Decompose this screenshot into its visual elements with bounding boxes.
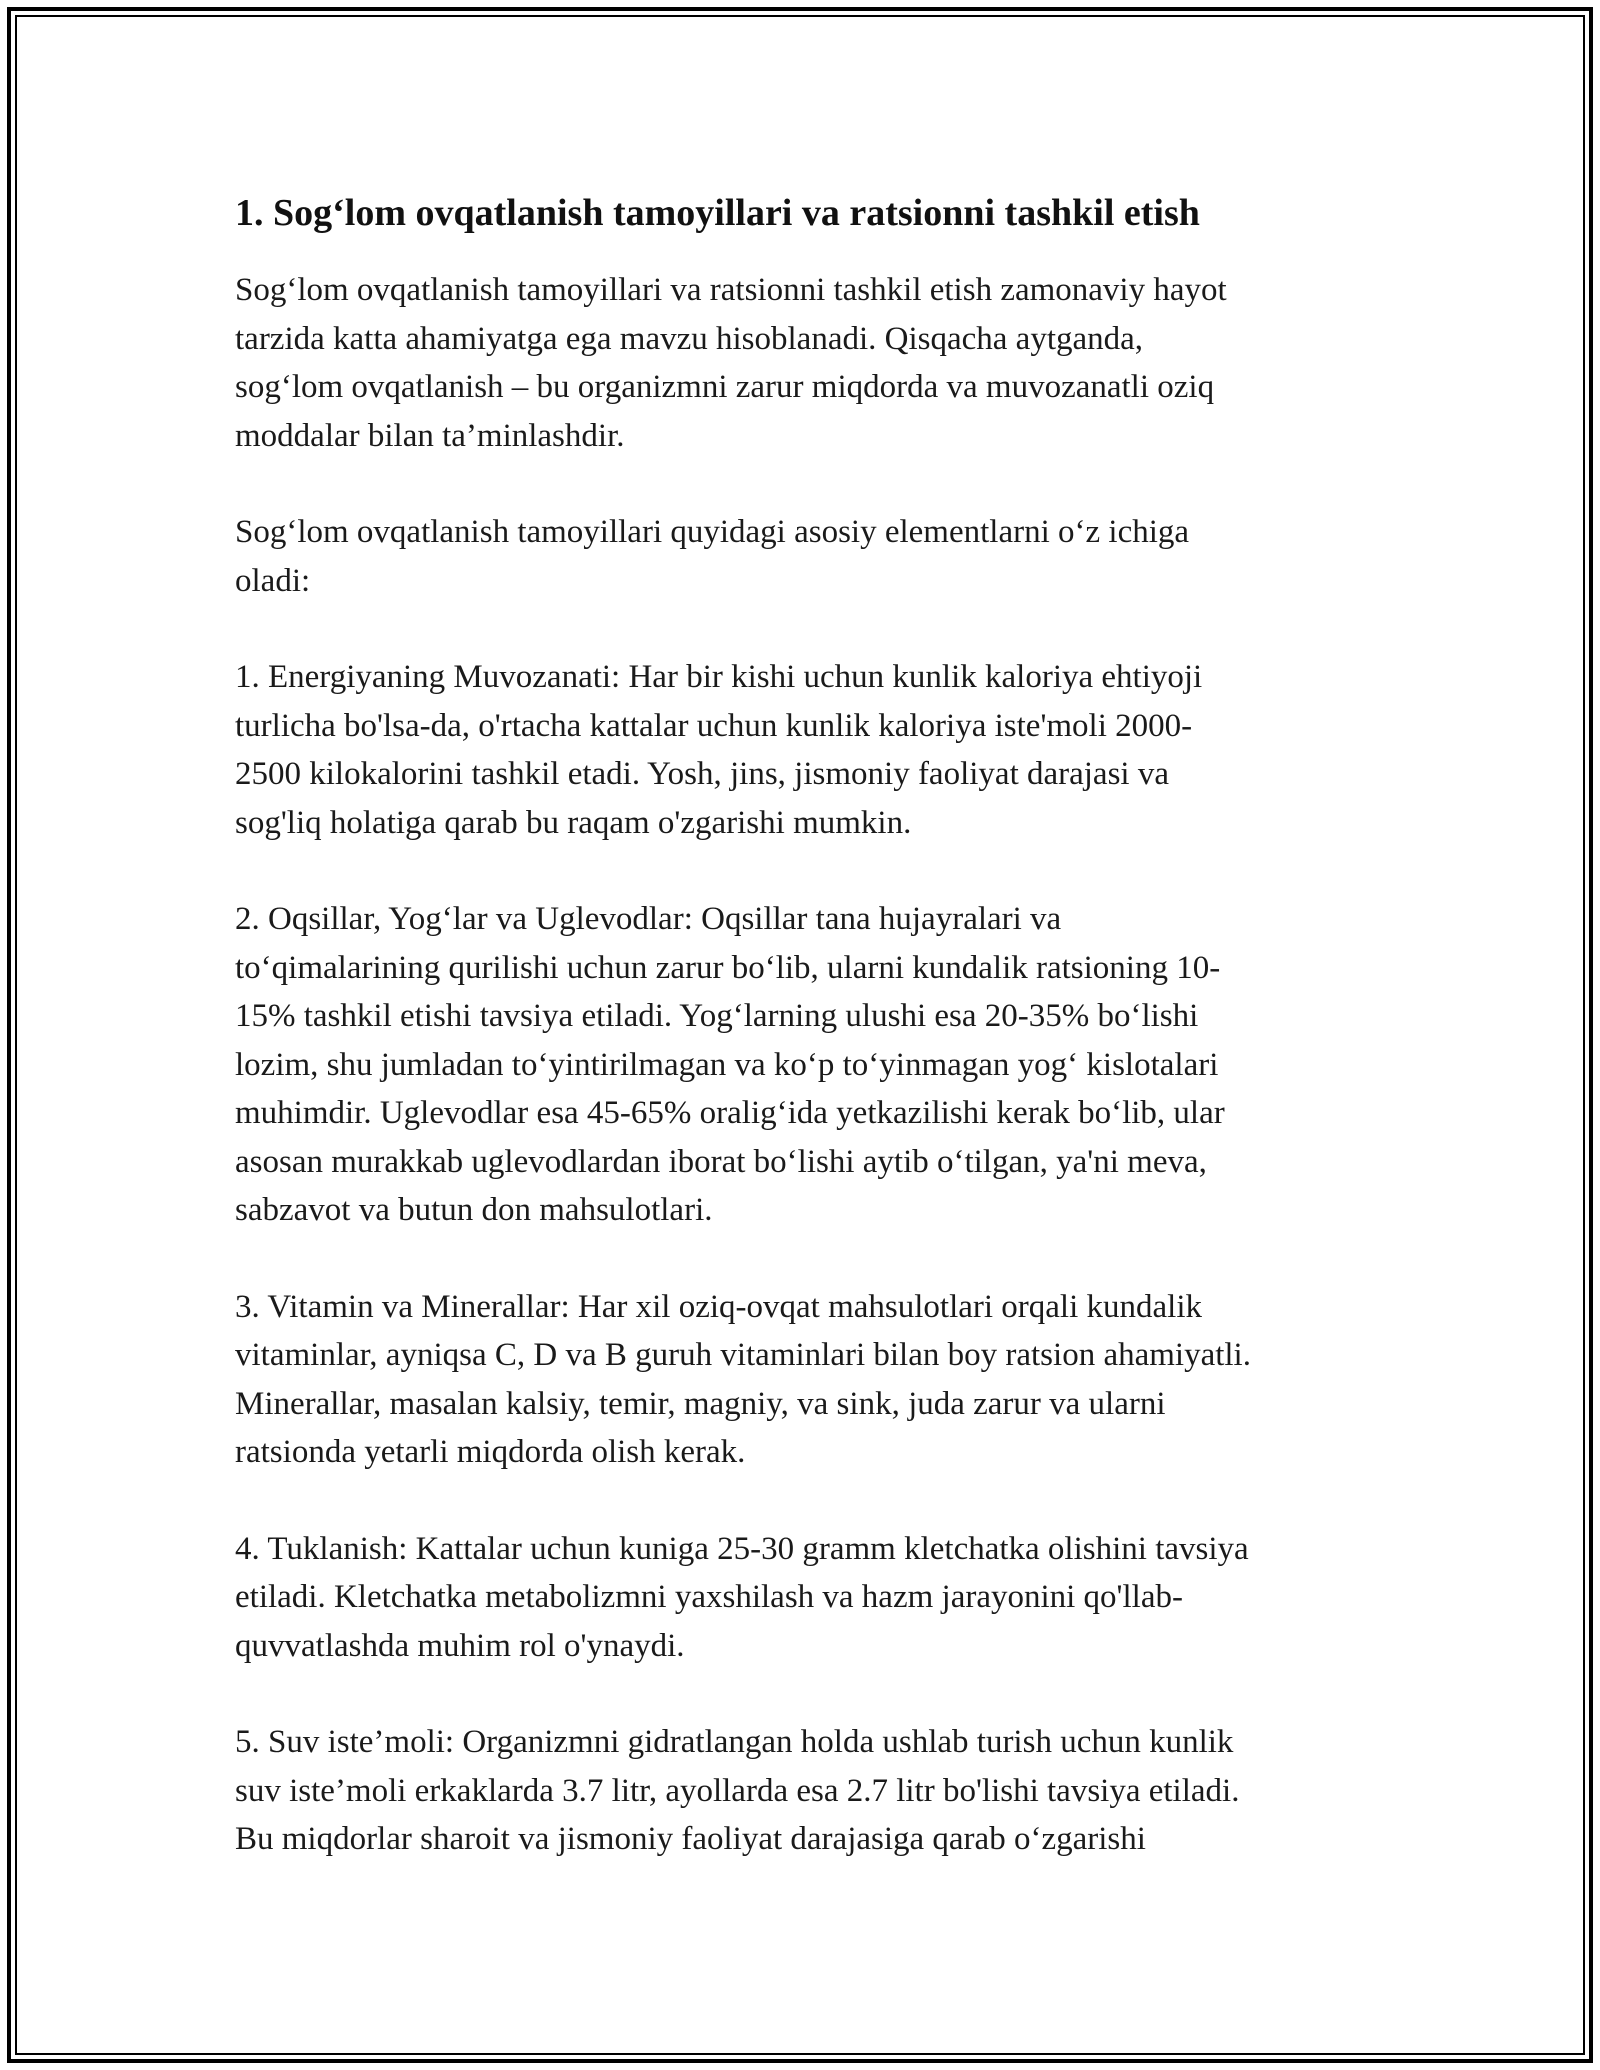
- document-body: [235, 186, 1385, 1912]
- paragraph-principles-lead: Sog‘lom ovqatlanish tamoyillari quyidagi asosiy elementlarni o‘z ichiga oladi:: [235, 514, 1190, 599]
- paragraph-energy-balance: 1. Energiyaning Muvozanati: Har bir kishi uchun kunlik kaloriya ehtiyoji turlicha bo'lsa-da, o'rtacha kattalar uchun kunlik kaloriya iste'moli 2000- 2500 kilokalorini tashkil etadi. Yosh, jins, jismoniy faoliyat darajasi va sog'liq holatiga qarab bu raqam o'zgarishi mumkin.: [235, 659, 1203, 841]
- paragraph-macronutrients: 2. Oqsillar, Yog‘lar va Uglevodlar: Oqsillar tana hujayralari va to‘qimalarining qurilishi uchun zarur bo‘lib, ularni kundalik ratsioning 10- 15% tashkil etishi tavsiya etiladi. Yog‘larning ulushi esa 20-35% bo‘lishi lozim, shu jumladan to‘yintirilmagan va ko‘p to‘yinmagan yog‘ kislotalari muhimdir. Uglevodlar esa 45-65% oralig‘ida yetkazilishi kerak bo‘lib, ular asosan murakkab uglevodlardan iborat bo‘lishi aytib o‘tilgan, ya'ni meva, sabzavot va butun don mahsulotlari.: [235, 901, 1225, 1228]
- paragraph-intro: Sog‘lom ovqatlanish tamoyillari va ratsionni tashkil etish zamonaviy hayot tarzida katta ahamiyatga ega mavzu hisoblanadi. Qisqacha aytganda, sog‘lom ovqatlanish – bu organizmni zarur miqdorda va muvozanatli oziq moddalar bilan ta’minlashdir.: [235, 272, 1227, 454]
- paragraph-vitamins-minerals: 3. Vitamin va Minerallar: Har xil oziq-ovqat mahsulotlari orqali kundalik vitaminlar, ayniqsa C, D va B guruh vitaminlari bilan boy ratsion ahamiyatli. Minerallar, masalan kalsiy, temir, magniy, va sink, juda zarur va ularni ratsionda yetarli miqdorda olish kerak.: [235, 1288, 1251, 1470]
- document-title: 1. Sog‘lom ovqatlanish tamoyillari va ratsionni tashkil etish: [235, 192, 1200, 234]
- paragraph-water-intake: 5. Suv iste’moli: Organizmni gidratlangan holda ushlab turish uchun kunlik suv iste’moli erkaklarda 3.7 litr, ayollarda esa 2.7 litr bo'lishi tavsiya etiladi. Bu miqdorlar sharoit va jismoniy faoliyat darajasiga qarab o‘zgarishi: [235, 1724, 1240, 1857]
- paragraph-fiber: 4. Tuklanish: Kattalar uchun kuniga 25-30 gramm kletchatka olishini tavsiya etiladi. Kletchatka metabolizmni yaxshilash va hazm jarayonini qo'llab- quvvatlashda muhim rol o'ynaydi.: [235, 1530, 1249, 1664]
